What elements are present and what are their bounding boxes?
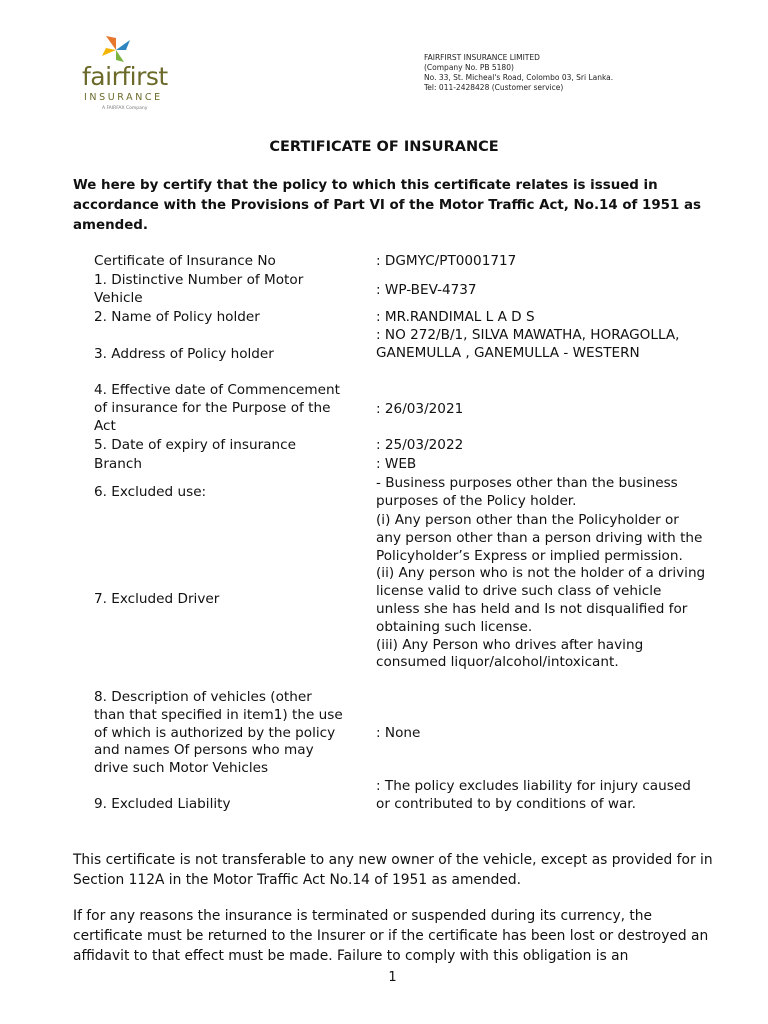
- company-name: FAIRFIRST INSURANCE LIMITED: [424, 53, 540, 62]
- logo-wordmark: fairfirst: [82, 62, 168, 91]
- company-phone: Tel: 011-2428428 (Customer service): [424, 83, 564, 92]
- row-value: : WEB: [376, 456, 417, 472]
- logo-subtitle: INSURANCE: [84, 92, 163, 103]
- row-label: 7. Excluded Driver: [94, 591, 220, 607]
- company-logo: [82, 34, 182, 114]
- row-label: 1. Distinctive Number of Motor Vehicle: [94, 272, 304, 306]
- row-value: : MR.RANDIMAL L A D S: [376, 309, 535, 325]
- page-number: 1: [388, 970, 397, 985]
- row-value: : NO 272/B/1, SILVA MAWATHA, HORAGOLLA, GANEMULLA , GANEMULLA - WESTERN: [376, 327, 680, 361]
- page-title: CERTIFICATE OF INSURANCE: [269, 139, 499, 155]
- row-label: 8. Description of vehicles (other than that specified in item1) the use of which is authorized by the policy and names Of persons who may drive such Motor Vehicles: [94, 689, 343, 777]
- company-address: No. 33, St. Micheal's Road, Colombo 03, Sri Lanka.: [424, 73, 614, 82]
- row-value: : The policy excludes liability for injury caused or contributed to by conditions of war.: [376, 778, 691, 812]
- row-label: 5. Date of expiry of insurance: [94, 437, 296, 453]
- termination-paragraph: If for any reasons the insurance is terminated or suspended during its currency, the certificate must be returned to the Insurer or if the certificate has been lost or destroyed an affidavit to that effect must be made. Failure to comply with this obligation is an: [73, 908, 709, 964]
- row-label: Certificate of Insurance No: [94, 253, 276, 269]
- row-value: (i) Any person other than the Policyholder or any person other than a person driving with the Policyholder’s Express or implied permission. (ii) Any person who is not the holder of a driving license valid to drive such class of vehicle unless she has held and Is not disqualified for obtaining such license. (iii) Any Person who drives after having consumed liquor/alcohol/intoxicant.: [376, 512, 706, 671]
- company-address-block: [424, 53, 613, 93]
- row-value: : 25/03/2022: [376, 437, 464, 453]
- row-label: 9. Excluded Liability: [94, 796, 231, 812]
- row-label: 2. Name of Policy holder: [94, 309, 260, 325]
- row-label: 4. Effective date of Commencement of insurance for the Purpose of the Act: [94, 382, 340, 434]
- row-label: 3. Address of Policy holder: [94, 346, 274, 362]
- company-number: (Company No. PB 5180): [424, 63, 514, 72]
- row-label: Branch: [94, 456, 142, 472]
- row-value: - Business purposes other than the business purposes of the Policy holder.: [376, 475, 678, 509]
- row-value: : WP-BEV-4737: [376, 282, 477, 298]
- logo-tagline: A FAIRFAX Company: [102, 106, 148, 111]
- row-value: : None: [376, 725, 421, 741]
- row-value: : DGMYC/PT0001717: [376, 253, 517, 269]
- row-value: : 26/03/2021: [376, 401, 464, 417]
- intro-statement: We here by certify that the policy to which this certificate relates is issued in accordance with the Provisions of Part VI of the Motor Traffic Act, No.14 of 1951 as amended.: [73, 178, 701, 233]
- row-label: 6. Excluded use:: [94, 484, 207, 500]
- transfer-paragraph: This certificate is not transferable to any new owner of the vehicle, except as provided for in Section 112A in the Motor Traffic Act No.14 of 1951 as amended.: [73, 852, 713, 888]
- pinwheel-icon: [96, 34, 136, 64]
